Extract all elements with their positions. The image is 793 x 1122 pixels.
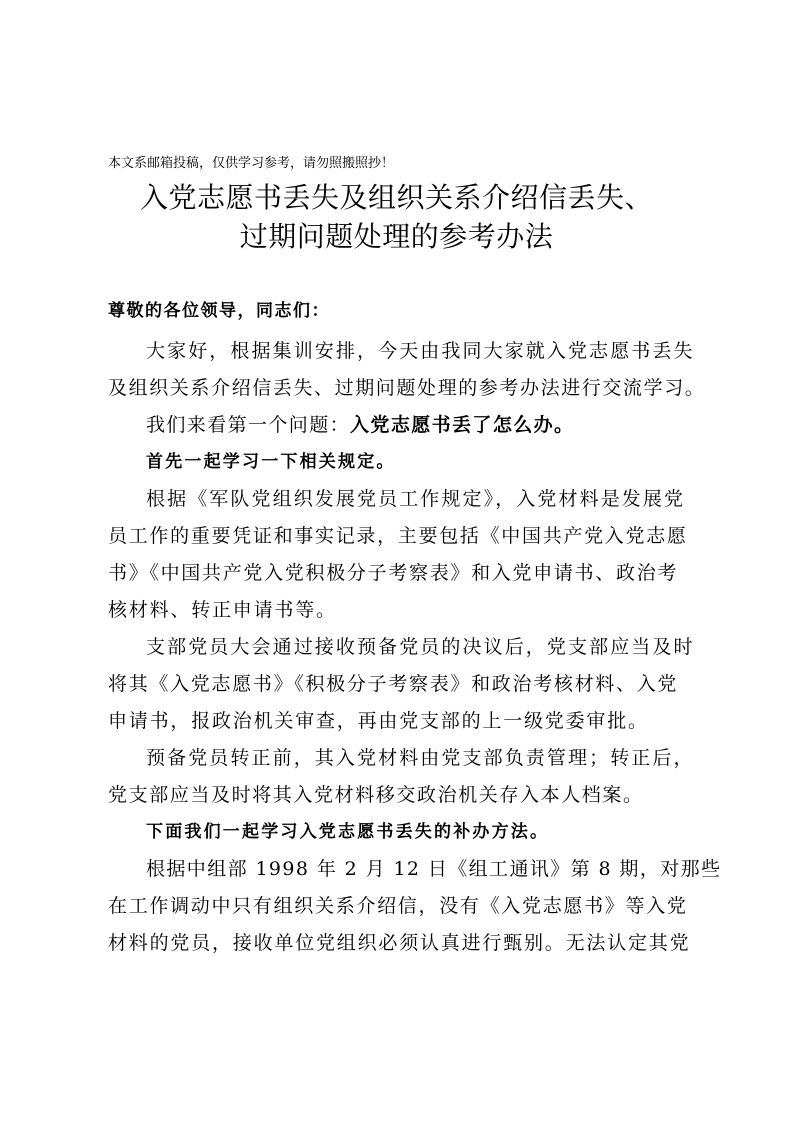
- section-heading: 首先一起学习一下相关规定。: [146, 452, 396, 472]
- greeting: 尊敬的各位领导，同志们：: [108, 301, 330, 321]
- paragraph-line: 员工作的重要凭证和事实记录，主要包括《中国共产党入党志愿: [108, 525, 688, 547]
- section-heading: 下面我们一起学习入党志愿书丢失的补办方法。: [146, 822, 550, 842]
- paragraph-line: 申请书，报政治机关审查，再由党支部的上一级党委审批。: [108, 710, 649, 732]
- paragraph-text: 我们来看第一个问题：: [146, 414, 351, 436]
- paragraph-line: 根据《军队党组织发展党员工作规定》，入党材料是发展党: [146, 488, 686, 510]
- paragraph-line: 在工作调动中只有组织关系介绍信，没有《入党志愿书》等入党: [108, 895, 688, 917]
- paragraph-line: [146, 412, 574, 438]
- paragraph-line: 大家好，根据集训安排，今天由我同大家就入党志愿书丢失: [146, 340, 695, 362]
- paragraph-line: 材料的党员，接收单位党组织必须认真进行甄别。无法认定其党: [108, 932, 691, 954]
- paragraph-line: 将其《入党志愿书》《积极分子考察表》和政治考核材料、入党: [108, 673, 679, 695]
- emphasized-question: 入党志愿书丢了怎么办。: [350, 414, 575, 436]
- paragraph-line: 党支部应当及时将其入党材料移交政治机关存入本人档案。: [108, 784, 644, 806]
- paragraph-line: 书》《中国共产党入党积极分子考察表》和入党申请书、政治考: [108, 562, 679, 584]
- submission-notice: 本文系邮箱投稿，仅供学习参考，请勿照搬照抄！: [108, 156, 395, 171]
- paragraph-line: 支部党员大会通过接收预备党员的决议后，党支部应当及时: [146, 636, 695, 658]
- paragraph-line: 核材料、转正申请书等。: [108, 599, 337, 621]
- document-title-line-1: 入党志愿书丢失及组织关系介绍信丢失、: [139, 181, 653, 214]
- paragraph-line: 及组织关系介绍信丢失、过期问题处理的参考办法进行交流学习。: [108, 377, 706, 399]
- paragraph-line: 预备党员转正前，其入党材料由党支部负责管理；转正后，: [146, 747, 695, 769]
- paragraph-line: 根据中组部 1998 年 2 月 12 日《组工通讯》第 8 期，对那些: [146, 858, 722, 880]
- document-title-line-2: 过期问题处理的参考办法: [239, 220, 554, 253]
